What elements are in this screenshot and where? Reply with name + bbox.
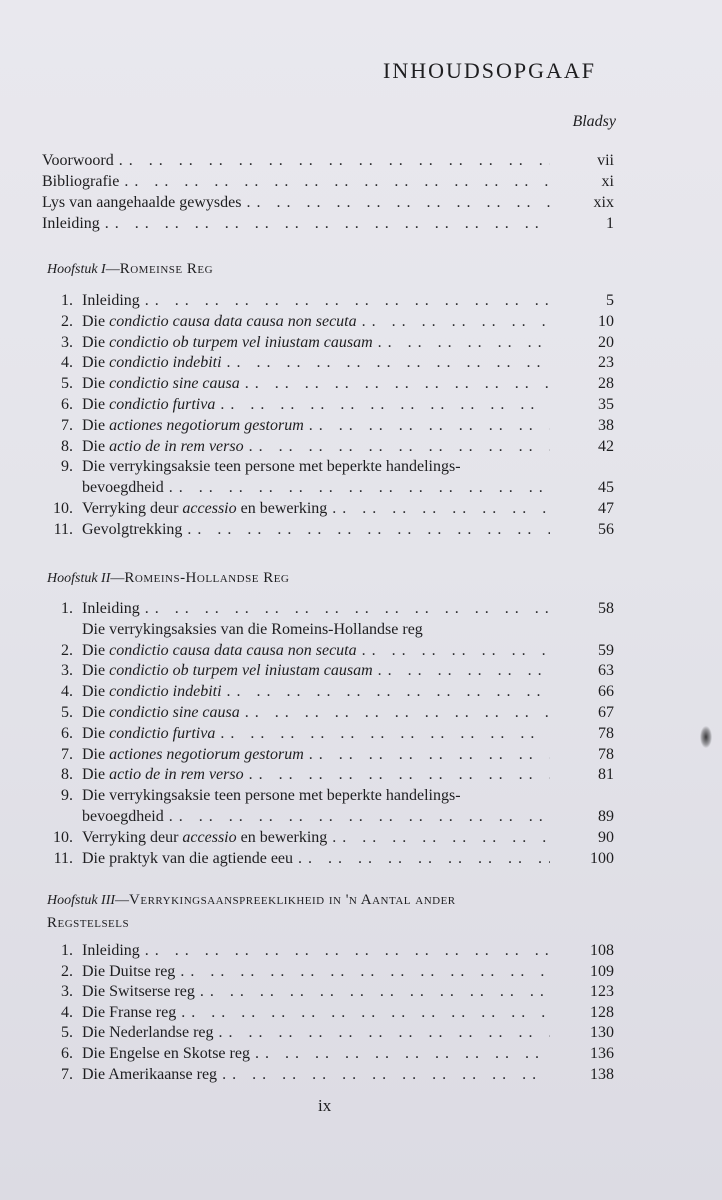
entry-page-number: 47 bbox=[598, 500, 614, 517]
toc-entry bbox=[42, 681, 614, 702]
toc-entry bbox=[42, 660, 614, 681]
entry-text: Die condictio causa data causa non secuta . . bbox=[82, 642, 550, 659]
entry-text: Die condictio indebiti . . bbox=[82, 683, 550, 700]
entry-text: Die verrykingsaksie teen persone met beperkte handelings- bbox=[82, 787, 461, 805]
toc-entry bbox=[42, 332, 614, 353]
entry-page-number: 28 bbox=[598, 375, 614, 393]
entry-number: 6. bbox=[61, 724, 73, 742]
entry-page-number: 81 bbox=[598, 766, 614, 784]
chapter-3-title-line1: Verrykingsaanspreeklikheid in 'n Aantal ander bbox=[129, 892, 456, 908]
entry-text: bevoegdheid . . bbox=[82, 808, 550, 825]
entry-page-number: 58 bbox=[598, 600, 614, 617]
entry-number: 3. bbox=[61, 983, 73, 1001]
entry-text: Bibliografie . . bbox=[42, 173, 550, 190]
entry-page-number: 45 bbox=[598, 479, 614, 497]
toc-entry bbox=[42, 477, 614, 498]
page-title: INHOUDSOPGAAF bbox=[383, 58, 597, 83]
entry-number: 1. bbox=[61, 292, 73, 309]
entry-text: Die Engelse en Skotse reg . . bbox=[82, 1045, 550, 1062]
entry-number: 3. bbox=[61, 333, 73, 351]
toc-entry bbox=[42, 192, 614, 213]
entry-text: Inleiding . . bbox=[82, 942, 550, 959]
toc-entry bbox=[42, 1043, 614, 1064]
entry-number: 2. bbox=[61, 312, 73, 330]
chapter-3-heading: Hoofstuk III—Verrykingsaanspreeklikheid in 'n Aantal ander bbox=[47, 892, 456, 908]
entry-number: 7. bbox=[61, 1065, 73, 1083]
entry-text: Die Nederlandse reg . . bbox=[82, 1024, 550, 1041]
toc-entry bbox=[42, 213, 614, 234]
toc-entry bbox=[42, 394, 614, 415]
entry-number: 10. bbox=[53, 500, 73, 517]
entry-number: 8. bbox=[61, 437, 73, 455]
entry-page-number: 100 bbox=[590, 849, 614, 867]
toc-entry bbox=[42, 415, 614, 436]
entry-page-number: 20 bbox=[598, 333, 614, 351]
entry-page-number: 78 bbox=[598, 724, 614, 742]
entry-text: Die Duitse reg . . bbox=[82, 963, 550, 980]
entry-text: Die Amerikaanse reg . . bbox=[82, 1066, 550, 1083]
toc-entry bbox=[42, 1064, 614, 1085]
entry-number: 7. bbox=[61, 745, 73, 763]
entry-page-number: 5 bbox=[606, 292, 614, 309]
entry-text: Die Switserse reg . . bbox=[82, 983, 550, 1000]
entry-number: 11. bbox=[53, 520, 73, 538]
toc-entry bbox=[42, 290, 614, 311]
entry-text: Die condictio furtiva . . bbox=[82, 725, 550, 742]
entry-page-number: 38 bbox=[598, 416, 614, 434]
entry-number: 9. bbox=[61, 458, 73, 476]
toc-entry bbox=[42, 940, 614, 961]
entry-page-number: xi bbox=[601, 173, 614, 190]
entry-text: Inleiding . . bbox=[82, 292, 550, 309]
entry-page-number: 1 bbox=[606, 215, 614, 232]
entry-text: Die condictio indebiti . . bbox=[82, 354, 550, 371]
entry-number: 7. bbox=[61, 416, 73, 434]
toc-entry bbox=[42, 498, 614, 519]
toc-entry bbox=[42, 373, 614, 394]
entry-text: Die condictio furtiva . . bbox=[82, 396, 550, 413]
chapter-3-label: Hoofstuk III bbox=[47, 893, 116, 908]
toc-entry bbox=[42, 744, 614, 765]
chapter-2-label: Hoofstuk II bbox=[47, 571, 111, 586]
entry-number: 11. bbox=[53, 849, 73, 867]
entry-page-number: 90 bbox=[598, 828, 614, 846]
entry-text: Voorwoord . . bbox=[42, 152, 550, 169]
chapter-1-title: Romeinse Reg bbox=[119, 261, 214, 277]
entry-page-number: 59 bbox=[598, 641, 614, 659]
entry-text: Die condictio causa data causa non secuta . . bbox=[82, 313, 550, 330]
entry-number: 6. bbox=[61, 396, 73, 413]
entry-page-number: 136 bbox=[590, 1045, 614, 1062]
entry-page-number: 128 bbox=[590, 1003, 614, 1021]
entry-page-number: 67 bbox=[598, 704, 614, 721]
entry-page-number: 66 bbox=[598, 683, 614, 701]
toc-entry bbox=[42, 619, 614, 640]
toc-entry bbox=[42, 640, 614, 661]
entry-page-number: 35 bbox=[598, 396, 614, 413]
chapter-2-heading: Hoofstuk II—Romeins-Hollandse Reg bbox=[47, 570, 290, 586]
entry-text: Die actiones negotiorum gestorum . . bbox=[82, 746, 550, 763]
entry-number: 5. bbox=[61, 1024, 73, 1042]
entry-number: 1. bbox=[61, 942, 73, 959]
chapter-2-title: Romeins-Hollandse Reg bbox=[124, 570, 290, 586]
entry-number: 4. bbox=[61, 354, 73, 372]
entry-page-number: xix bbox=[593, 194, 614, 211]
entry-number: 5. bbox=[61, 375, 73, 393]
toc-entry bbox=[42, 981, 614, 1002]
entry-page-number: 108 bbox=[590, 942, 614, 959]
entry-text: Die condictio sine causa . . bbox=[82, 704, 550, 721]
toc-entry bbox=[42, 311, 614, 332]
entry-number: 2. bbox=[61, 962, 73, 980]
entry-number: 4. bbox=[61, 683, 73, 701]
entry-text: Die verrykingsaksie teen persone met beperkte handelings- bbox=[82, 458, 461, 476]
entry-page-number: 56 bbox=[598, 520, 614, 538]
page-number: ix bbox=[318, 1096, 332, 1115]
entry-number: 8. bbox=[61, 766, 73, 784]
toc-entry bbox=[42, 1002, 614, 1023]
entry-number: 1. bbox=[61, 600, 73, 617]
toc-entry bbox=[42, 436, 614, 457]
toc-entry bbox=[42, 848, 614, 869]
entry-number: 3. bbox=[61, 662, 73, 680]
toc-entry bbox=[42, 785, 614, 806]
toc-entry bbox=[42, 598, 614, 619]
toc-entry bbox=[42, 352, 614, 373]
toc-entry bbox=[42, 702, 614, 723]
entry-text: Die Franse reg . . bbox=[82, 1004, 550, 1021]
entry-text: Die condictio ob turpem vel iniustam causam . . bbox=[82, 662, 550, 679]
toc-entry bbox=[42, 806, 614, 827]
toc-entry bbox=[42, 1022, 614, 1043]
entry-page-number: 109 bbox=[590, 962, 614, 980]
entry-number: 9. bbox=[61, 787, 73, 805]
toc-entry bbox=[42, 723, 614, 744]
entry-page-number: 42 bbox=[598, 437, 614, 455]
entry-text: Gevolgtrekking . . bbox=[82, 521, 550, 538]
entry-page-number: 10 bbox=[598, 312, 614, 330]
entry-page-number: 123 bbox=[590, 983, 614, 1001]
entry-page-number: 89 bbox=[598, 808, 614, 825]
chapter-1-heading: Hoofstuk I—Romeinse Reg bbox=[47, 261, 214, 277]
entry-page-number: 23 bbox=[598, 354, 614, 372]
entry-text: Inleiding . . bbox=[82, 600, 550, 617]
entry-text: bevoegdheid . . bbox=[82, 479, 550, 496]
entry-number: 10. bbox=[53, 828, 73, 846]
entry-page-number: 63 bbox=[598, 662, 614, 680]
entry-number: 5. bbox=[61, 704, 73, 721]
entry-page-number: vii bbox=[597, 152, 614, 169]
entry-text: Die verrykingsaksies van die Romeins-Hollandse reg bbox=[82, 620, 423, 638]
entry-page-number: 130 bbox=[590, 1024, 614, 1042]
entry-text: Verryking deur accessio en bewerking . . bbox=[82, 500, 550, 517]
entry-page-number: 138 bbox=[590, 1065, 614, 1083]
toc-entry bbox=[42, 171, 614, 192]
chapter-3-title-line2: Regstelsels bbox=[47, 915, 130, 931]
toc-entry bbox=[42, 827, 614, 848]
entry-text: Inleiding . . bbox=[42, 215, 550, 232]
entry-text: Die condictio sine causa . . bbox=[82, 375, 550, 392]
toc-entry bbox=[42, 519, 614, 540]
entry-number: 4. bbox=[61, 1003, 73, 1021]
entry-text: Die actio de in rem verso . . bbox=[82, 438, 550, 455]
entry-text: Die praktyk van die agtiende eeu . . bbox=[82, 850, 550, 867]
toc-entry bbox=[42, 150, 614, 171]
entry-text: Die actiones negotiorum gestorum . . bbox=[82, 417, 550, 434]
toc-entry bbox=[42, 764, 614, 785]
toc-entry bbox=[42, 961, 614, 982]
entry-text: Die condictio ob turpem vel iniustam causam . . bbox=[82, 334, 550, 351]
entry-number: 6. bbox=[61, 1045, 73, 1062]
smudge-mark bbox=[700, 726, 712, 748]
entry-text: Verryking deur accessio en bewerking . . bbox=[82, 829, 550, 846]
page-column-heading: Bladsy bbox=[572, 113, 616, 130]
chapter-1-label: Hoofstuk I bbox=[47, 262, 106, 277]
toc-entry bbox=[42, 456, 614, 477]
entry-number: 2. bbox=[61, 641, 73, 659]
entry-text: Lys van aangehaalde gewysdes . . bbox=[42, 194, 550, 211]
entry-page-number: 78 bbox=[598, 745, 614, 763]
entry-text: Die actio de in rem verso . . bbox=[82, 766, 550, 783]
